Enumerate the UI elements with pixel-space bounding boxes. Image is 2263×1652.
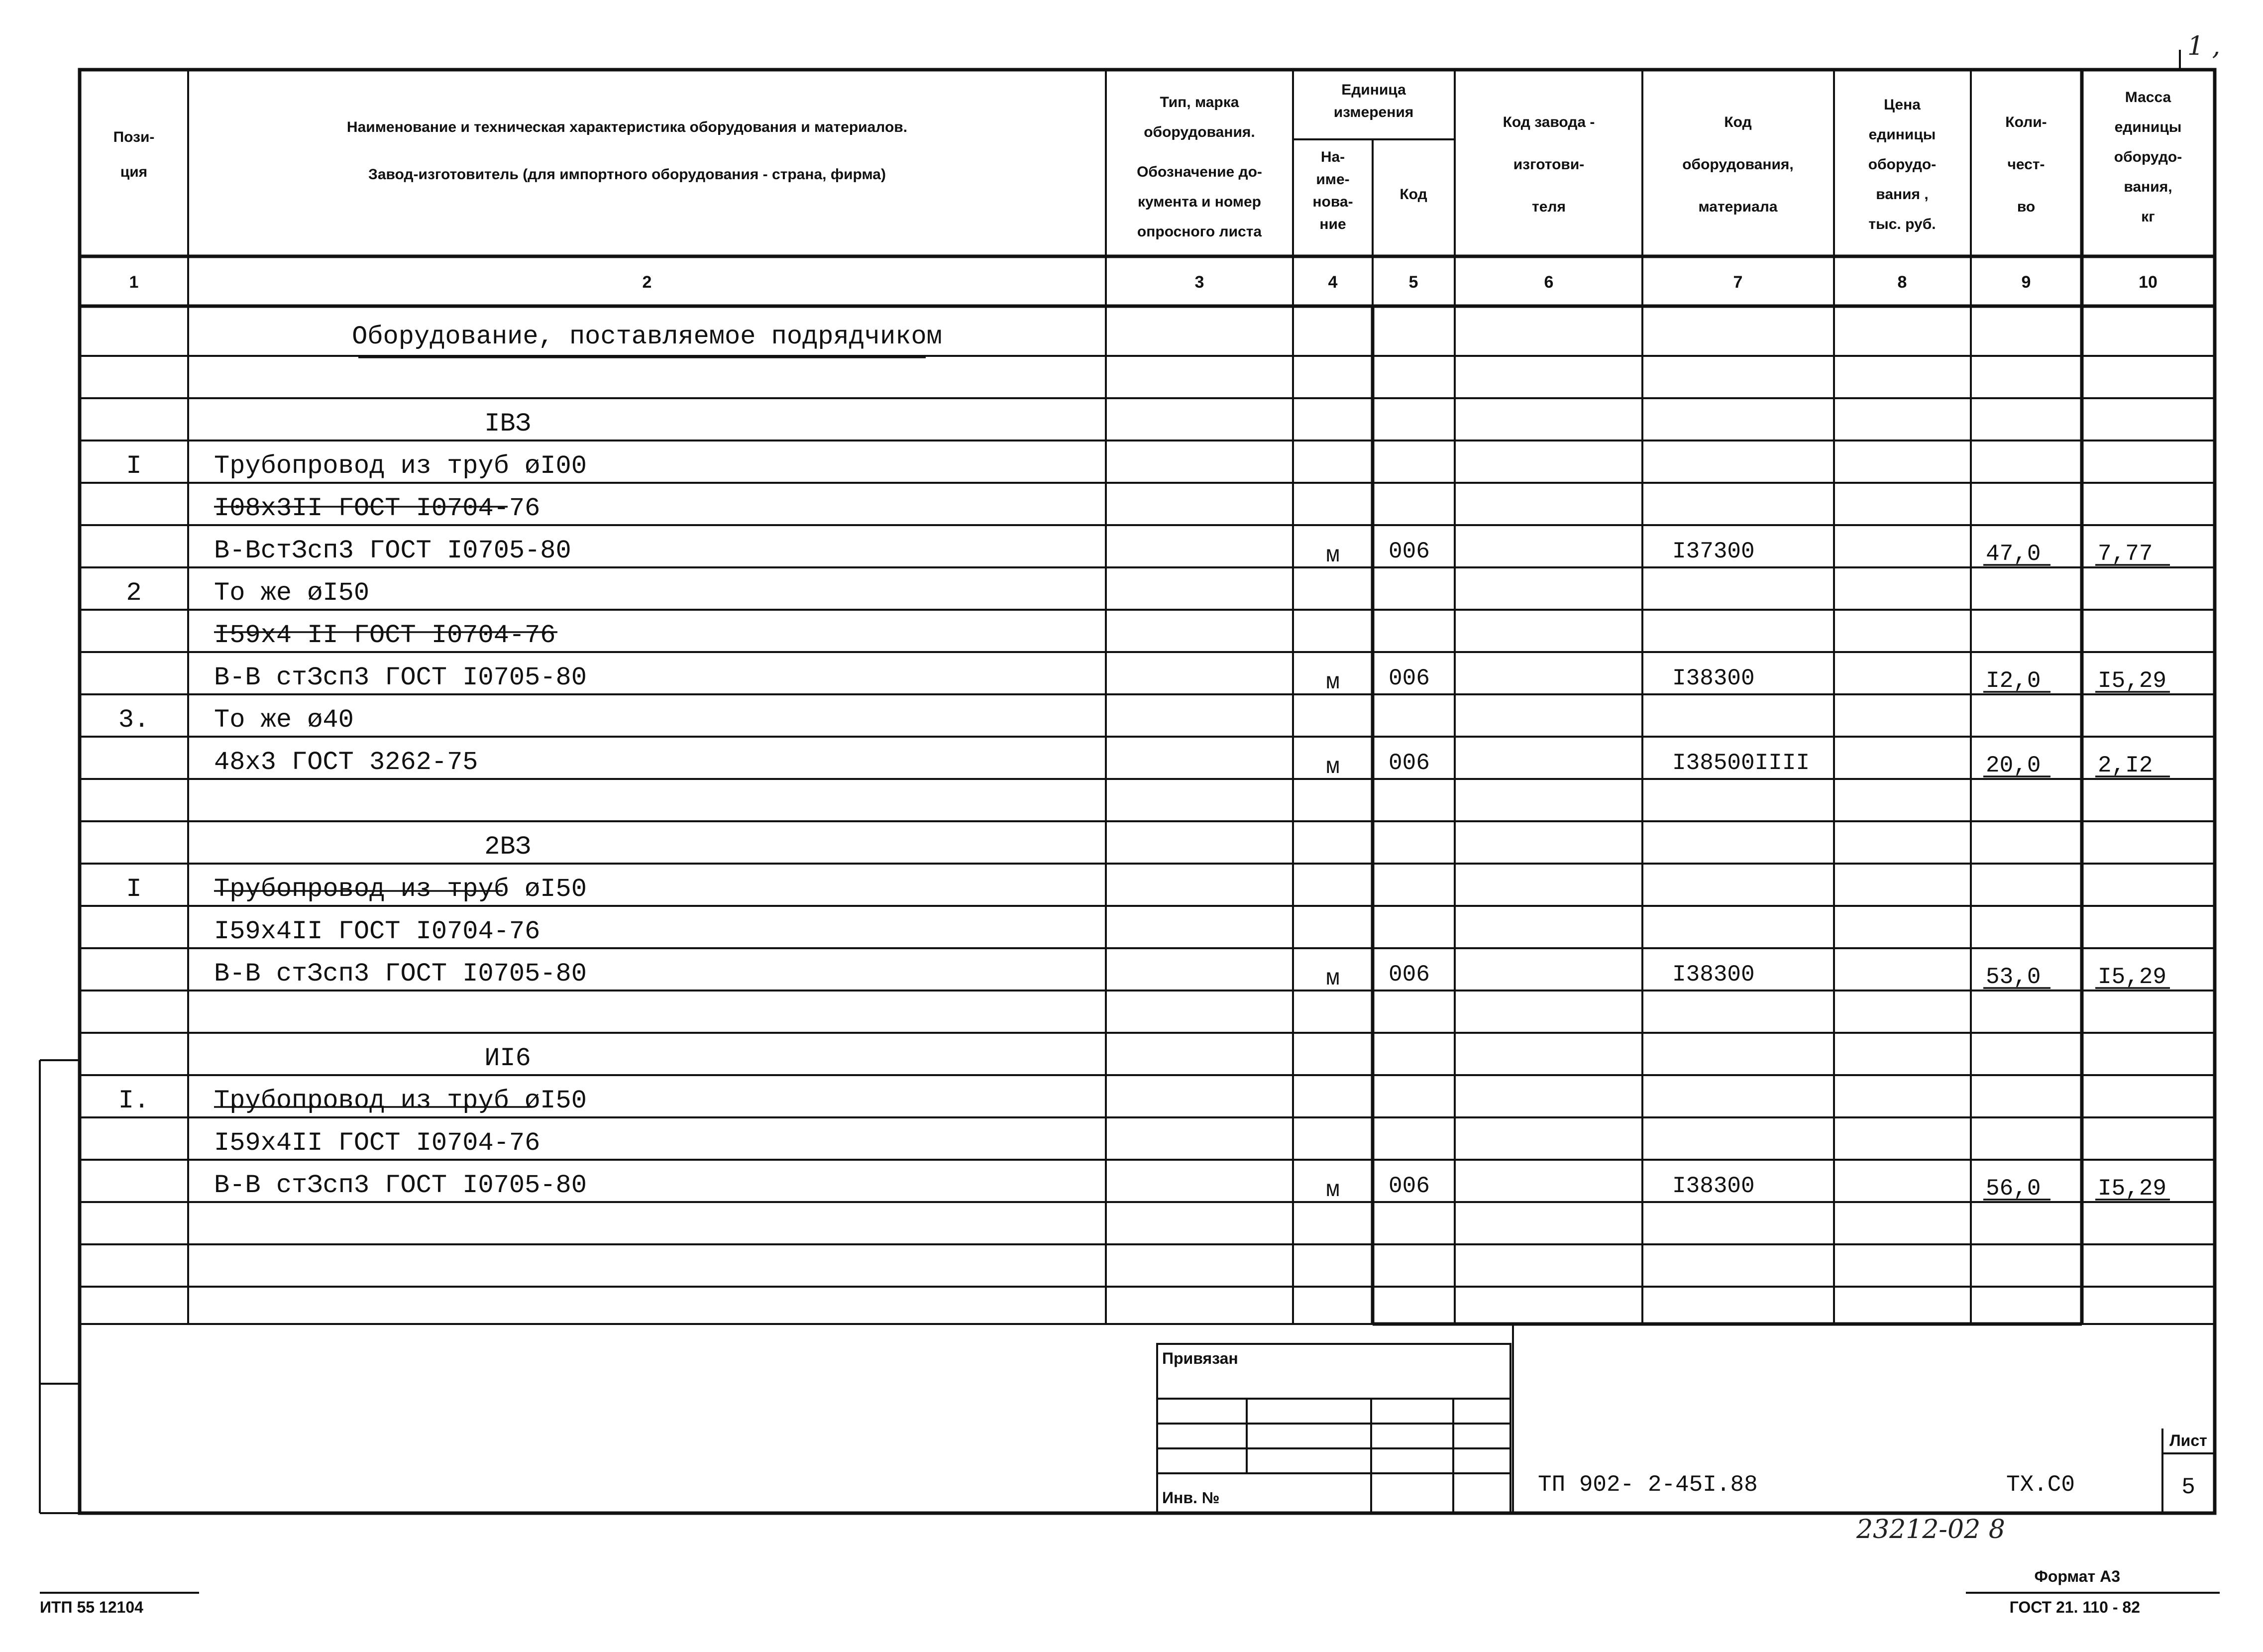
- table-row: [126, 578, 369, 608]
- cell-quantity: 47,0: [1986, 541, 2041, 567]
- handwritten-number: 23212-02 8: [1856, 1515, 2005, 1544]
- cell-name: То же ø40: [214, 705, 354, 735]
- header-col7-line3: материала: [1698, 199, 1778, 215]
- header-col7-line1: Код: [1724, 114, 1752, 130]
- cell-name: I08х3II ГОСТ I0704-76: [214, 494, 540, 523]
- colnum-4: 4: [1328, 273, 1338, 292]
- colnum-6: 6: [1544, 273, 1554, 292]
- header-col8-line2: единицы: [1868, 126, 1936, 143]
- cell-name: 2ВЗ: [484, 832, 531, 862]
- header-col4-line1: На-: [1320, 149, 1345, 165]
- header-col10-line4: вания,: [2124, 179, 2172, 195]
- table-header: [113, 82, 2182, 240]
- cell-name: В-В стЗсп3 ГОСТ I0705-80: [214, 1171, 587, 1200]
- table-row: [214, 748, 2153, 780]
- header-col10-line5: кг: [2141, 209, 2155, 225]
- table-row: [214, 663, 2166, 695]
- corner-mark: 1 ,: [2187, 31, 2221, 61]
- cell-unit: м: [1326, 1177, 1340, 1203]
- table-row: [214, 1128, 540, 1158]
- header-col10-line3: оборудо-: [2114, 149, 2182, 165]
- cell-position: I.: [118, 1086, 150, 1115]
- header-col1-line1: Пози-: [113, 129, 155, 145]
- cell-quantity: I2,0: [1986, 668, 2041, 694]
- table-row: [484, 832, 531, 862]
- cell-name: В-В стЗсп3 ГОСТ I0705-80: [214, 959, 587, 989]
- header-col5: Код: [1400, 186, 1427, 203]
- header-col3-line4: кумента и номер: [1137, 194, 1262, 210]
- header-col4-line3: нова-: [1312, 194, 1353, 210]
- table-row: [214, 494, 540, 523]
- header-col8-line4: вания ,: [1876, 186, 1929, 203]
- colnum-10: 10: [2139, 273, 2157, 292]
- cell-name: Трубопровод из труб øI00: [214, 451, 587, 481]
- stamp-sheet-number: 5: [2181, 1474, 2195, 1500]
- cell-position: I: [126, 875, 142, 904]
- cell-name: ИI6: [484, 1044, 531, 1073]
- colnum-2: 2: [642, 273, 652, 292]
- table-row: [484, 409, 531, 439]
- gost-label: ГОСТ 21. 110 - 82: [2009, 1598, 2140, 1616]
- cell-name: I59х4II ГОСТ I0704-76: [214, 1128, 540, 1158]
- colnum-7: 7: [1733, 273, 1743, 292]
- table-row: [214, 917, 540, 946]
- cell-name: I59х4 II ГОСТ I0704-76: [214, 621, 556, 650]
- cell-unit-code: 006: [1389, 962, 1430, 988]
- title-block: [1157, 1324, 2215, 1513]
- table-row: [484, 1044, 531, 1073]
- stamp-sheet-label: Лист: [2169, 1432, 2207, 1449]
- table-row: [118, 705, 354, 735]
- cell-mass: 2,I2: [2098, 753, 2153, 778]
- table-row: [126, 451, 587, 481]
- cell-name: То же øI50: [214, 578, 370, 608]
- stamp-privyazan: Привязан: [1162, 1349, 1238, 1367]
- cell-unit: м: [1326, 754, 1340, 780]
- header-unit-line2: измерения: [1333, 104, 1414, 120]
- column-numbers: [129, 273, 2157, 292]
- format-label: Формат А3: [2034, 1567, 2120, 1585]
- cell-mass: I5,29: [2098, 964, 2167, 990]
- header-col3-line1: Тип, марка: [1160, 94, 1239, 110]
- table-row: [214, 536, 2153, 568]
- header-col9-line1: Коли-: [2005, 114, 2047, 130]
- header-col8-line3: оборудо-: [1868, 156, 1937, 173]
- header-col4-line4: ние: [1319, 216, 1346, 232]
- section-title: Оборудование, поставляемое подрядчиком: [352, 322, 942, 351]
- cell-unit: м: [1326, 669, 1340, 695]
- table-row: [214, 621, 556, 650]
- colnum-8: 8: [1897, 273, 1907, 292]
- cell-unit-code: 006: [1389, 750, 1430, 776]
- header-col2-line1: Наименование и техническая характеристика оборудования и материалов.: [346, 119, 908, 135]
- colnum-1: 1: [129, 273, 139, 292]
- header-col10-line1: Масса: [2125, 89, 2171, 106]
- header-col6-line1: Код завода -: [1503, 114, 1595, 130]
- cell-name: I59х4II ГОСТ I0704-76: [214, 917, 540, 946]
- cell-position: 3.: [118, 705, 150, 735]
- cell-name: В-В стЗсп3 ГОСТ I0705-80: [214, 663, 587, 692]
- table-row: [214, 1171, 2166, 1203]
- cell-unit-code: 006: [1389, 665, 1430, 691]
- cell-position: 2: [126, 578, 142, 608]
- header-col8-line5: тыс. руб.: [1868, 216, 1936, 232]
- header-col4-line2: име-: [1316, 171, 1350, 188]
- header-col1-line2: ция: [120, 164, 148, 180]
- cell-equipment-code: I37300: [1672, 539, 1755, 564]
- header-col9-line2: чест-: [2007, 156, 2045, 173]
- header-col2-line2: Завод-изготовитель (для импортного оборудования - страна, фирма): [368, 166, 886, 183]
- printer-code: ИТП 55 12104: [40, 1598, 143, 1616]
- table-row: [126, 875, 587, 904]
- stamp-mark: ТХ.С0: [2006, 1472, 2075, 1498]
- header-col6-line2: изготови-: [1513, 156, 1585, 173]
- cell-mass: 7,77: [2098, 541, 2153, 567]
- frame-lines: [40, 50, 2215, 1513]
- header-col3-line3: Обозначение до-: [1137, 164, 1262, 180]
- header-col7-line2: оборудования,: [1682, 156, 1794, 173]
- colnum-5: 5: [1408, 273, 1418, 292]
- cell-quantity: 20,0: [1986, 753, 2041, 778]
- header-col3-line2: оборудования.: [1144, 124, 1255, 140]
- header-col6-line3: теля: [1532, 199, 1566, 215]
- header-unit-line1: Единица: [1341, 82, 1406, 98]
- cell-unit: м: [1326, 543, 1340, 568]
- colnum-9: 9: [2021, 273, 2031, 292]
- colnum-3: 3: [1194, 273, 1204, 292]
- cell-unit-code: 006: [1389, 539, 1430, 564]
- cell-equipment-code: I38500IIII: [1672, 750, 1810, 776]
- cell-equipment-code: I38300: [1672, 962, 1755, 988]
- cell-position: I: [126, 451, 142, 481]
- cell-name: В-ВстЗсп3 ГОСТ I0705-80: [214, 536, 571, 565]
- header-col10-line2: единицы: [2114, 119, 2182, 135]
- cell-unit-code: 006: [1389, 1173, 1430, 1199]
- cell-mass: I5,29: [2098, 1176, 2167, 1202]
- cell-quantity: 56,0: [1986, 1176, 2041, 1202]
- cell-name: IВЗ: [484, 409, 531, 439]
- header-col8-line1: Цена: [1884, 97, 1921, 113]
- table-row: [214, 959, 2166, 991]
- cell-name: Трубопровод из труб øI50: [214, 875, 587, 904]
- cell-equipment-code: I38300: [1672, 1173, 1755, 1199]
- cell-mass: I5,29: [2098, 668, 2167, 694]
- stamp-inv-no: Инв. №: [1162, 1489, 1220, 1507]
- stamp-doc-code: ТП 902- 2-45I.88: [1538, 1472, 1758, 1498]
- cell-equipment-code: I38300: [1672, 665, 1755, 691]
- table-body: [118, 409, 2170, 1203]
- header-col3-line5: опросного листа: [1137, 223, 1262, 240]
- cell-quantity: 53,0: [1986, 964, 2041, 990]
- cell-name: 48х3 ГОСТ 3262-75: [214, 748, 478, 777]
- cell-unit: м: [1326, 966, 1340, 991]
- header-col9-line3: во: [2017, 199, 2036, 215]
- cell-name: Трубопровод из труб øI50: [214, 1086, 587, 1115]
